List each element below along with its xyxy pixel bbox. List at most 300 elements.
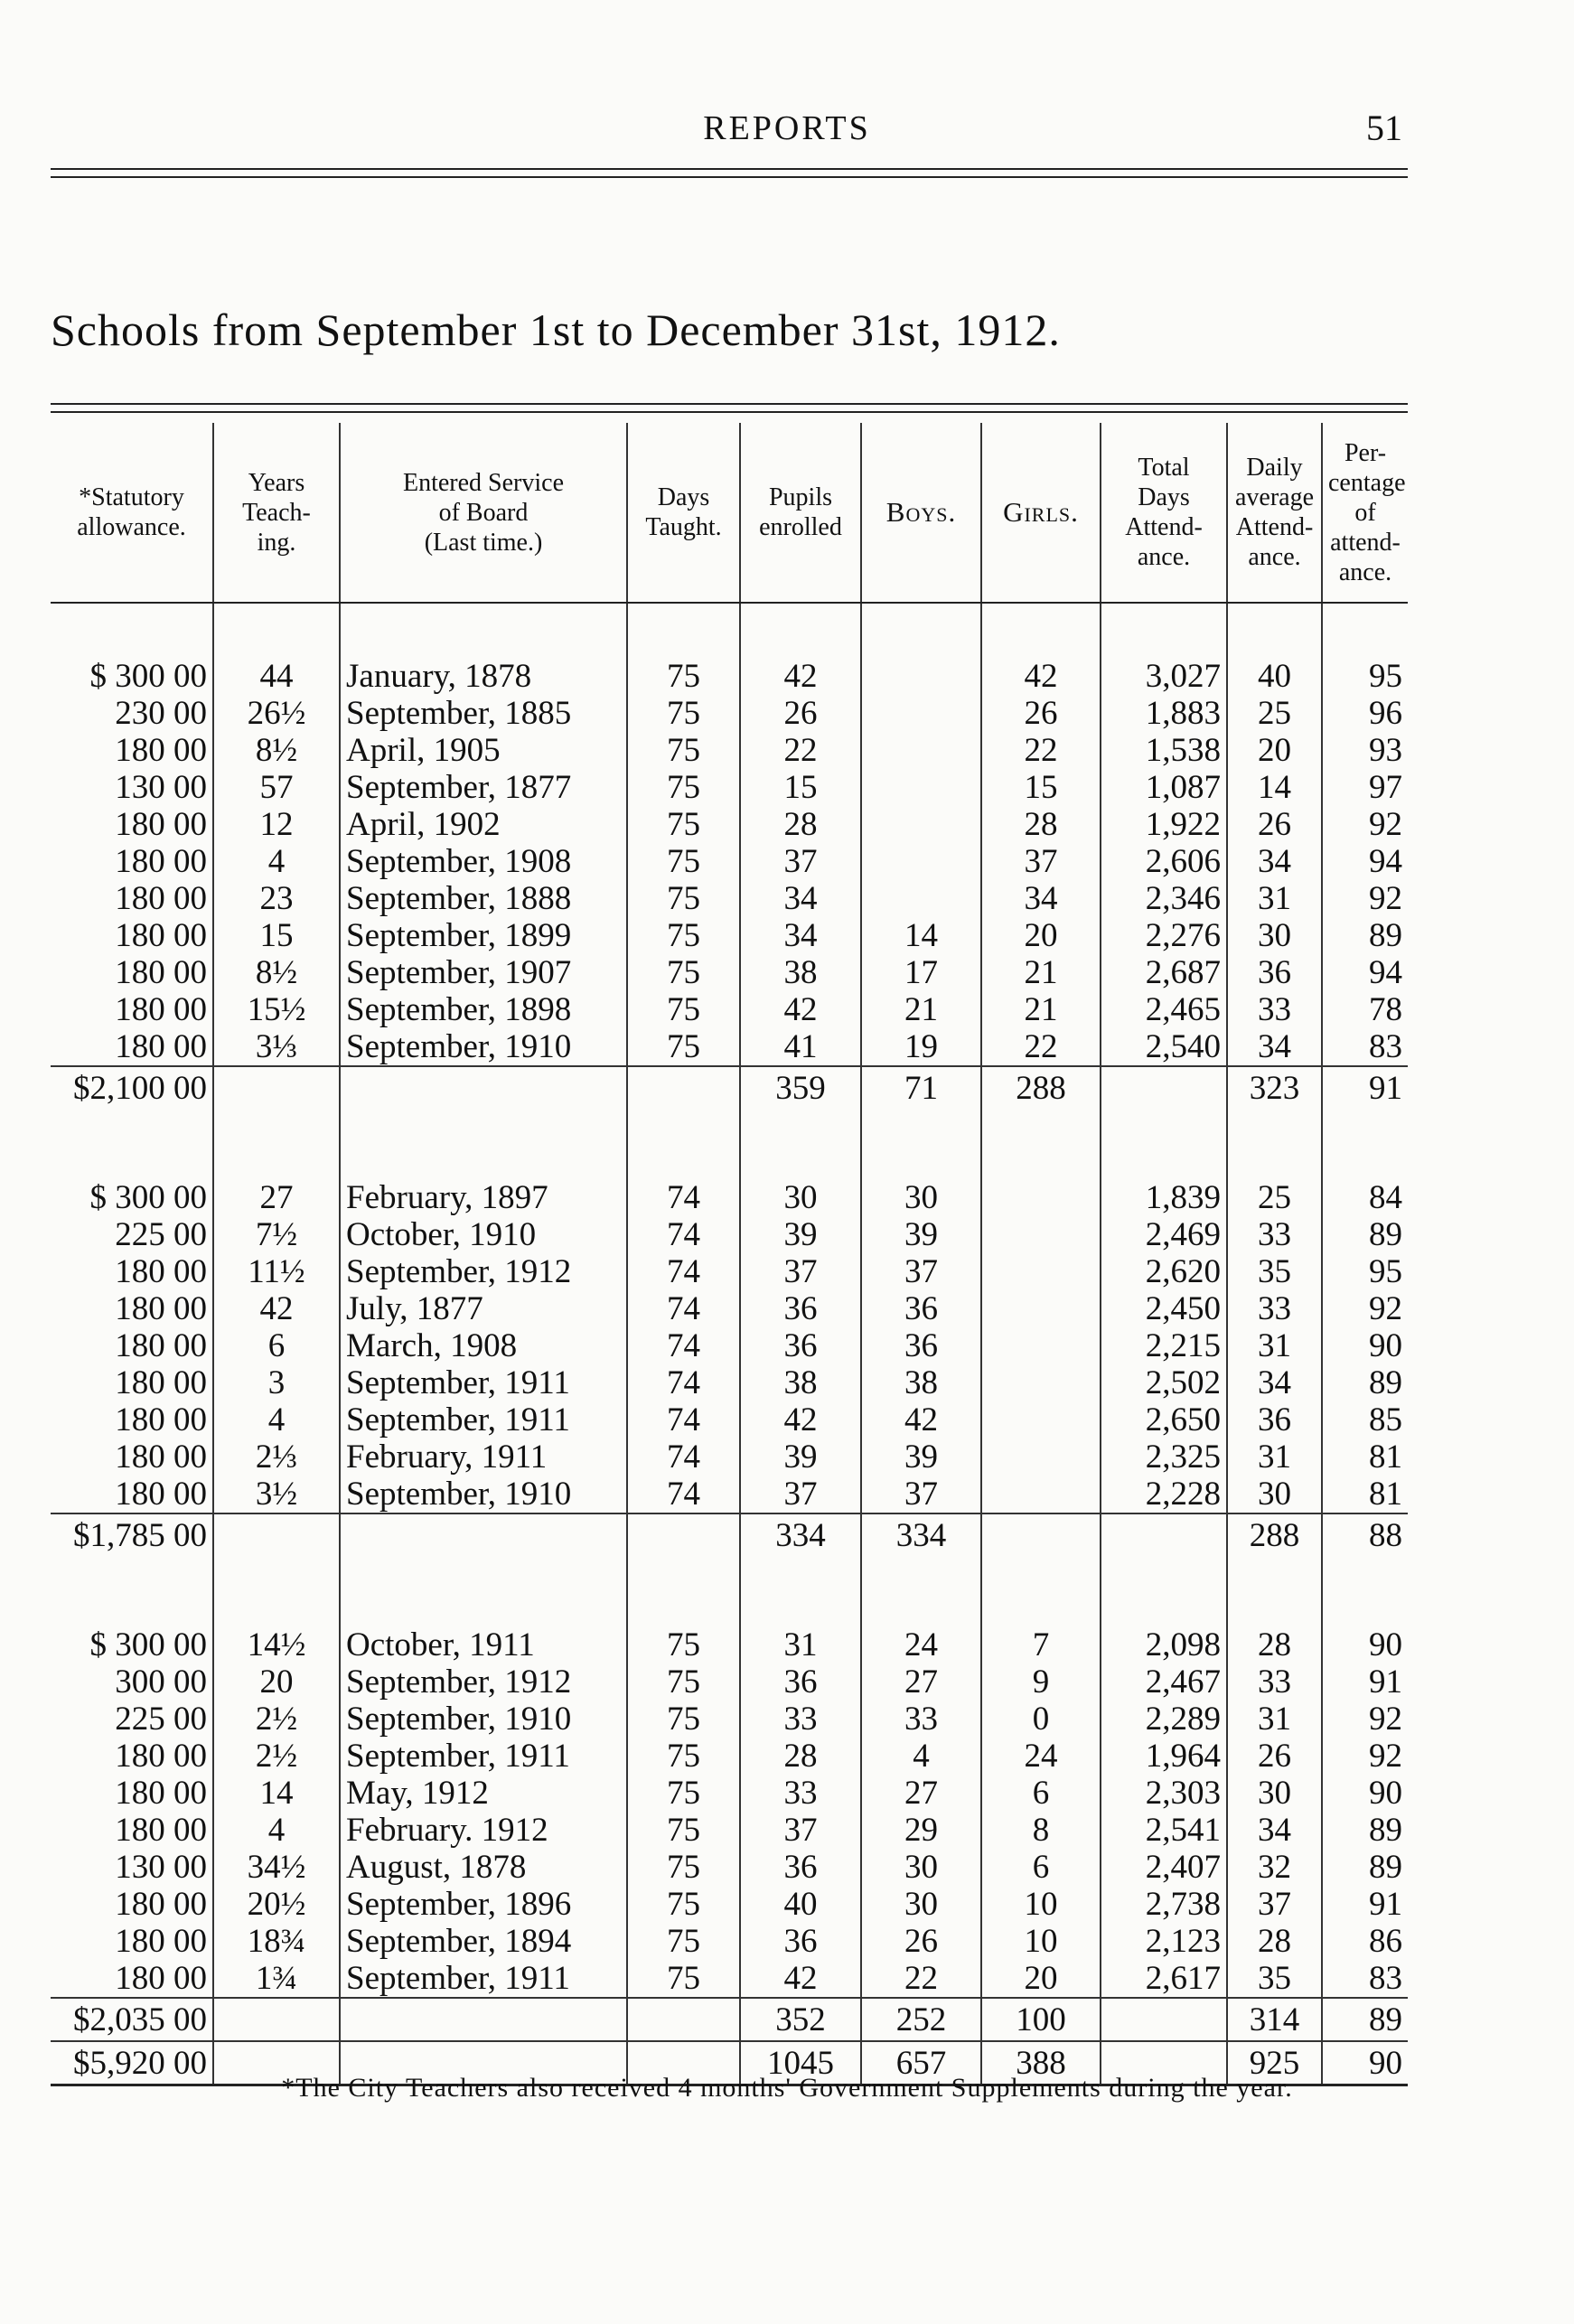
total-days-cell: 2,502 [1101,1364,1227,1401]
table-row [51,1960,1408,1998]
allowance-cell: 180 00 [51,1738,213,1775]
entered-cell: September, 1877 [340,769,627,806]
days-cell: 75 [627,1738,740,1775]
years-cell: 20½ [213,1886,340,1923]
table-row [51,1438,1408,1476]
pupils-cell: 39 [740,1438,861,1476]
total-days-cell: 2,617 [1101,1960,1227,1998]
table-row [51,1476,1408,1513]
table-row [51,769,1408,806]
allowance-cell: 180 00 [51,1327,213,1364]
pupils-cell: 34 [740,917,861,954]
column-header-row [51,423,1408,603]
col-years-teaching: Years Teach- ing. [213,423,340,603]
girls-cell: 8 [981,1812,1101,1849]
table-row [51,1775,1408,1812]
girls-cell: 388 [981,2041,1101,2085]
percent-cell: 92 [1369,1738,1402,1775]
percent-cell: 89 [1369,1812,1402,1849]
girls-cell: 34 [981,880,1101,917]
days-cell [627,1066,740,1109]
daily-avg-cell: 20 [1227,732,1322,769]
total-days-cell: 2,541 [1101,1812,1227,1849]
total-days-cell: 2,450 [1101,1290,1227,1327]
daily-avg-cell: 37 [1227,1886,1322,1923]
pupils-cell: 38 [740,1364,861,1401]
pupils-cell: 42 [740,1401,861,1438]
daily-avg-cell: 33 [1227,991,1322,1028]
entered-cell: May, 1912 [340,1775,627,1812]
percent-cell: 90 [1369,1327,1402,1364]
entered-cell: October, 1910 [340,1216,627,1253]
pupils-cell: 30 [740,1179,861,1216]
table-row [51,1886,1408,1923]
entered-cell [340,1066,627,1109]
days-cell: 75 [627,806,740,843]
days-cell: 74 [627,1438,740,1476]
allowance-cell: 180 00 [51,843,213,880]
pupils-cell: 359 [740,1066,861,1109]
allowance-cell: 180 00 [51,1960,213,1998]
daily-avg-cell: 34 [1227,1364,1322,1401]
daily-avg-cell: 288 [1227,1513,1322,1556]
table-row [51,1738,1408,1775]
girls-cell: 24 [981,1738,1101,1775]
table-top-rule [51,403,1408,413]
daily-avg-cell: 30 [1227,1476,1322,1513]
days-cell: 74 [627,1290,740,1327]
pupils-cell: 38 [740,954,861,991]
daily-avg-cell: 33 [1227,1290,1322,1327]
girls-cell [981,1327,1101,1364]
allowance-cell: $1,785 00 [51,1513,213,1556]
days-cell: 75 [627,732,740,769]
allowance-cell: 130 00 [51,769,213,806]
boys-cell: 21 [861,991,981,1028]
percent-cell: 92 [1369,806,1402,843]
percent-cell: 92 [1369,880,1402,917]
table-row [51,991,1408,1028]
years-cell: 44 [213,658,340,695]
total-days-cell: 2,469 [1101,1216,1227,1253]
total-days-cell: 2,540 [1101,1028,1227,1066]
daily-avg-cell: 34 [1227,1812,1322,1849]
pupils-cell: 42 [740,658,861,695]
girls-cell [981,1401,1101,1438]
allowance-cell: 130 00 [51,1849,213,1886]
girls-cell: 10 [981,1886,1101,1923]
daily-avg-cell: 25 [1227,1179,1322,1216]
boys-cell: 71 [861,1066,981,1109]
days-cell: 75 [627,1663,740,1701]
boys-cell: 334 [861,1513,981,1556]
years-cell: 2⅓ [213,1438,340,1476]
group-total-row [51,1998,1408,2041]
days-cell: 75 [627,1028,740,1066]
days-cell: 75 [627,1812,740,1849]
daily-avg-cell: 28 [1227,1626,1322,1663]
entered-cell: August, 1878 [340,1849,627,1886]
col-pupils-enrolled: Pupils enrolled [740,423,861,603]
entered-cell: September, 1911 [340,1401,627,1438]
total-days-cell: 2,123 [1101,1923,1227,1960]
allowance-cell: $2,100 00 [51,1066,213,1109]
table-row [51,1663,1408,1701]
allowance-cell: 300 00 [51,1663,213,1701]
total-days-cell [1101,1513,1227,1556]
col-boys: Boys. [861,423,981,603]
daily-avg-cell: 30 [1227,1775,1322,1812]
pupils-cell: 42 [740,991,861,1028]
days-cell: 75 [627,1701,740,1738]
percent-cell: 89 [1369,917,1402,954]
percent-cell: 90 [1322,2041,1408,2085]
boys-cell: 252 [861,1998,981,2041]
table-row [51,695,1408,732]
entered-cell: September, 1912 [340,1253,627,1290]
girls-cell [981,1364,1101,1401]
table-heading: Schools from September 1st to December 31st, 1912. [51,305,1061,355]
boys-cell [861,695,981,732]
percent-cell: 91 [1369,1663,1402,1701]
col-entered-service: Entered Service of Board (Last time.) [340,423,627,603]
entered-cell: February. 1912 [340,1812,627,1849]
pupils-cell: 34 [740,880,861,917]
girls-cell: 20 [981,917,1101,954]
years-cell: 7½ [213,1216,340,1253]
boys-cell: 33 [861,1701,981,1738]
daily-avg-cell: 36 [1227,954,1322,991]
entered-cell: October, 1911 [340,1626,627,1663]
total-days-cell: 2,325 [1101,1438,1227,1476]
total-days-cell: 2,606 [1101,843,1227,880]
boys-cell [861,806,981,843]
entered-cell: January, 1878 [340,658,627,695]
days-cell: 74 [627,1401,740,1438]
daily-avg-cell: 33 [1227,1663,1322,1701]
pupils-cell: 41 [740,1028,861,1066]
days-cell: 75 [627,991,740,1028]
total-days-cell: 2,215 [1101,1327,1227,1364]
daily-avg-cell: 31 [1227,1438,1322,1476]
days-cell: 74 [627,1476,740,1513]
girls-cell: 10 [981,1923,1101,1960]
allowance-cell: 180 00 [51,1476,213,1513]
boys-cell [861,769,981,806]
total-days-cell: 1,922 [1101,806,1227,843]
entered-cell: September, 1907 [340,954,627,991]
days-cell: 75 [627,1923,740,1960]
table-row [51,1028,1408,1066]
years-cell: 3 [213,1364,340,1401]
percent-cell: 81 [1369,1438,1402,1476]
boys-cell [861,732,981,769]
boys-cell: 37 [861,1476,981,1513]
boys-cell: 30 [861,1179,981,1216]
table-row [51,880,1408,917]
table-row [51,1401,1408,1438]
days-cell: 75 [627,695,740,732]
total-days-cell: 3,027 [1101,658,1227,695]
total-days-cell: 2,407 [1101,1849,1227,1886]
girls-cell: 20 [981,1960,1101,1998]
percent-cell: 94 [1369,954,1402,991]
allowance-cell: 180 00 [51,1923,213,1960]
group-spacer [51,1109,1408,1179]
pupils-cell: 31 [740,1626,861,1663]
percent-cell: 83 [1369,1960,1402,1997]
total-days-cell [1101,1998,1227,2041]
percent-cell: 78 [1369,991,1402,1028]
table-row [51,1327,1408,1364]
group-spacer [51,603,1408,658]
table-row [51,1179,1408,1216]
table-row [51,1849,1408,1886]
daily-avg-cell: 925 [1227,2041,1322,2085]
years-cell: 8½ [213,954,340,991]
attendance-table [51,423,1408,2086]
daily-avg-cell: 31 [1227,1327,1322,1364]
table-row [51,1364,1408,1401]
pupils-cell: 36 [740,1849,861,1886]
percent-cell: 84 [1369,1179,1402,1216]
col-allowance: *Statutory allowance. [51,423,213,603]
daily-avg-cell: 34 [1227,843,1322,880]
daily-avg-cell: 36 [1227,1401,1322,1438]
boys-cell: 14 [861,917,981,954]
daily-avg-cell: 34 [1227,1028,1322,1066]
total-days-cell: 2,276 [1101,917,1227,954]
allowance-cell: 180 00 [51,954,213,991]
percent-cell: 97 [1369,769,1402,806]
pupils-cell: 42 [740,1960,861,1998]
entered-cell: September, 1899 [340,917,627,954]
entered-cell: September, 1898 [340,991,627,1028]
total-days-cell: 2,303 [1101,1775,1227,1812]
girls-cell [981,1216,1101,1253]
percent-cell: 95 [1369,1253,1402,1290]
entered-cell: September, 1894 [340,1923,627,1960]
entered-cell: September, 1910 [340,1028,627,1066]
table-row [51,1701,1408,1738]
table-row [51,732,1408,769]
allowance-cell: $ 300 00 [51,658,213,695]
days-cell: 74 [627,1364,740,1401]
pupils-cell: 1045 [740,2041,861,2085]
total-days-cell: 2,687 [1101,954,1227,991]
boys-cell: 27 [861,1663,981,1701]
percent-cell: 81 [1369,1476,1402,1513]
col-days-taught: Days Taught. [627,423,740,603]
boys-cell: 29 [861,1812,981,1849]
years-cell: 18¾ [213,1923,340,1960]
daily-avg-cell: 14 [1227,769,1322,806]
total-days-cell: 2,346 [1101,880,1227,917]
allowance-cell: 180 00 [51,991,213,1028]
girls-cell: 21 [981,991,1101,1028]
pupils-cell: 28 [740,806,861,843]
girls-cell [981,1476,1101,1513]
percent-cell: 94 [1369,843,1402,880]
entered-cell [340,1513,627,1556]
percent-cell: 83 [1369,1028,1402,1065]
girls-cell: 28 [981,806,1101,843]
entered-cell: September, 1908 [340,843,627,880]
percent-cell: 86 [1369,1923,1402,1960]
days-cell: 75 [627,917,740,954]
girls-cell: 22 [981,1028,1101,1066]
years-cell: 20 [213,1663,340,1701]
table-row [51,1923,1408,1960]
entered-cell: February, 1897 [340,1179,627,1216]
total-days-cell: 2,620 [1101,1253,1227,1290]
pupils-cell: 37 [740,843,861,880]
percent-cell: 89 [1369,1216,1402,1253]
daily-avg-cell: 35 [1227,1960,1322,1998]
percent-cell: 92 [1369,1701,1402,1738]
days-cell: 75 [627,954,740,991]
boys-cell: 4 [861,1738,981,1775]
percent-cell: 93 [1369,732,1402,769]
boys-cell: 30 [861,1886,981,1923]
years-cell [213,1998,340,2041]
percent-cell: 85 [1369,1401,1402,1438]
col-daily-average: Daily average Attend- ance. [1227,423,1322,603]
daily-avg-cell: 31 [1227,1701,1322,1738]
total-days-cell: 2,467 [1101,1663,1227,1701]
allowance-cell: 180 00 [51,1438,213,1476]
entered-cell: February, 1911 [340,1438,627,1476]
girls-cell: 9 [981,1663,1101,1701]
table-body [51,603,1408,2085]
total-days-cell: 2,465 [1101,991,1227,1028]
percent-cell: 95 [1369,658,1402,695]
pupils-cell: 33 [740,1701,861,1738]
entered-cell: September, 1911 [340,1364,627,1401]
allowance-cell: 180 00 [51,917,213,954]
days-cell: 75 [627,880,740,917]
girls-cell: 6 [981,1775,1101,1812]
percent-cell: 92 [1369,1290,1402,1327]
total-days-cell: 2,738 [1101,1886,1227,1923]
percent-cell: 88 [1322,1513,1408,1556]
years-cell: 34½ [213,1849,340,1886]
pupils-cell: 28 [740,1738,861,1775]
girls-cell [981,1290,1101,1327]
col-total-days-attendance: Total Days Attend- ance. [1101,423,1227,603]
total-days-cell: 2,650 [1101,1401,1227,1438]
allowance-cell: 230 00 [51,695,213,732]
pupils-cell: 37 [740,1812,861,1849]
allowance-cell: 225 00 [51,1216,213,1253]
allowance-cell: 180 00 [51,1253,213,1290]
entered-cell: July, 1877 [340,1290,627,1327]
boys-cell: 36 [861,1327,981,1364]
total-days-cell [1101,1066,1227,1109]
days-cell [627,1513,740,1556]
daily-avg-cell: 40 [1227,658,1322,695]
days-cell: 75 [627,769,740,806]
allowance-cell: $5,920 00 [51,2041,213,2085]
table-row [51,843,1408,880]
boys-cell: 39 [861,1216,981,1253]
footnote: *The City Teachers also received 4 months' Government Supplements during the year. [281,2073,1293,2103]
col-girls: Girls. [981,423,1101,603]
years-cell: 23 [213,880,340,917]
table-row [51,917,1408,954]
allowance-cell: 180 00 [51,1290,213,1327]
days-cell: 75 [627,1960,740,1998]
pupils-cell: 352 [740,1998,861,2041]
daily-avg-cell: 26 [1227,1738,1322,1775]
boys-cell: 22 [861,1960,981,1998]
girls-cell: 100 [981,1998,1101,2041]
entered-cell: September, 1885 [340,695,627,732]
boys-cell: 39 [861,1438,981,1476]
percent-cell: 96 [1369,695,1402,732]
entered-cell: September, 1912 [340,1663,627,1701]
percent-cell: 89 [1369,1849,1402,1886]
boys-cell: 27 [861,1775,981,1812]
table-row [51,1626,1408,1663]
total-days-cell: 1,538 [1101,732,1227,769]
table-row [51,1253,1408,1290]
years-cell: 1¾ [213,1960,340,1998]
years-cell: 4 [213,1812,340,1849]
years-cell: 4 [213,1401,340,1438]
allowance-cell: 180 00 [51,732,213,769]
percent-cell: 90 [1369,1775,1402,1812]
entered-cell: September, 1888 [340,880,627,917]
days-cell: 75 [627,658,740,695]
boys-cell: 26 [861,1923,981,1960]
days-cell: 75 [627,1886,740,1923]
boys-cell: 19 [861,1028,981,1066]
allowance-cell: 180 00 [51,806,213,843]
pupils-cell: 36 [740,1327,861,1364]
pupils-cell: 26 [740,695,861,732]
daily-avg-cell: 32 [1227,1849,1322,1886]
years-cell: 14 [213,1775,340,1812]
pupils-cell: 15 [740,769,861,806]
daily-avg-cell: 28 [1227,1923,1322,1960]
group-spacer [51,1556,1408,1626]
daily-avg-cell: 323 [1227,1066,1322,1109]
years-cell: 12 [213,806,340,843]
pupils-cell: 334 [740,1513,861,1556]
total-days-cell: 1,964 [1101,1738,1227,1775]
pupils-cell: 37 [740,1476,861,1513]
days-cell: 74 [627,1179,740,1216]
percent-cell: 91 [1322,1066,1408,1109]
girls-cell: 7 [981,1626,1101,1663]
total-days-cell: 2,228 [1101,1476,1227,1513]
years-cell: 3⅓ [213,1028,340,1066]
boys-cell [861,880,981,917]
years-cell: 3½ [213,1476,340,1513]
days-cell: 75 [627,1849,740,1886]
years-cell [213,1513,340,1556]
girls-cell [981,1253,1101,1290]
allowance-cell: 180 00 [51,1775,213,1812]
percent-cell: 89 [1322,1998,1408,2041]
daily-avg-cell: 35 [1227,1253,1322,1290]
years-cell [213,1066,340,1109]
boys-cell: 37 [861,1253,981,1290]
days-cell: 75 [627,843,740,880]
table-row [51,954,1408,991]
total-days-cell: 2,098 [1101,1626,1227,1663]
